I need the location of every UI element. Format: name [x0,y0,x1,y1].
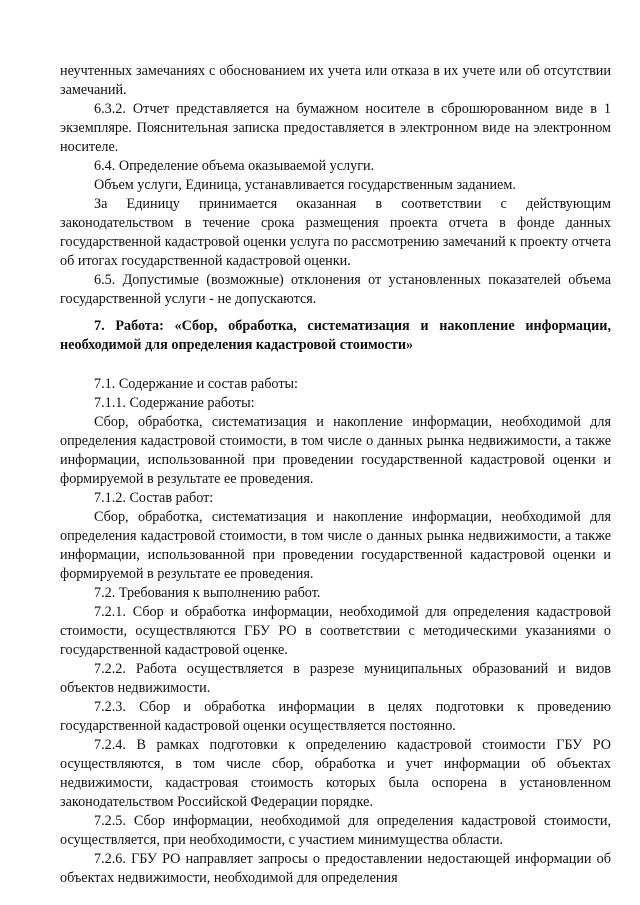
paragraph-7-2-1: 7.2.1. Сбор и обработка информации, необходимой для определения кадастровой стоимости, осуществляются ГБУ РО в соответствии с методическими указаниями о государственной кадастровой оценке. [60,604,611,658]
paragraph-7-2-4: 7.2.4. В рамках подготовки к определению кадастровой стоимости ГБУ РО осуществляются, в том числе сбор, обработка и учет информации об объектах недвижимости, кадастровая стоимость которых была оспорена в установленном законодательством Российской Федерации порядке. [60,737,611,810]
paragraph-7-2: 7.2. Требования к выполнению работ. [94,585,321,601]
section-heading-7: 7. Работа: «Сбор, обработка, систематизация и накопление информации, необходимой для определения кадастровой стоимости» [60,318,611,353]
paragraph-7-1: 7.1. Содержание и состав работы: [94,376,299,392]
paragraph-service-volume: Объем услуги, Единица, устанавливается государственным заданием. [94,177,516,193]
paragraph-unit-definition: За Единицу принимается оказанная в соответствии с действующим законодательством в течение срока размещения проекта отчета в фонде данных государственной кадастровой оценки услуга по рассмотрению замечаний к проекту отчета об итогах государственной кадастровой оценки. [60,196,611,269]
paragraph-7-2-2: 7.2.2. Работа осуществляется в разрезе муниципальных образований и видов объектов недвижимости. [60,661,611,696]
paragraph-7-2-6: 7.2.6. ГБУ РО направляет запросы о предоставлении недостающей информации об объектах недвижимости, необходимой для определения [60,851,611,886]
paragraph-6-3-2: 6.3.2. Отчет представляется на бумажном носителе в сброшюрованном виде в 1 экземпляре. Пояснительная записка предоставляется в электронном виде на электронном носителе. [60,101,611,155]
paragraph-work-composition: Сбор, обработка, систематизация и накопление информации, необходимой для определения кадастровой стоимости, в том числе о данных рынка недвижимости, а также информации, использованной при проведении государственной кадастровой оценки и формируемой в результате ее проведения. [60,509,611,582]
paragraph-7-2-5: 7.2.5. Сбор информации, необходимой для определения кадастровой стоимости, осуществляется, при необходимости, с участием минимущества области. [60,813,611,848]
paragraph-6-5: 6.5. Допустимые (возможные) отклонения от установленных показателей объема государственной услуги - не допускаются. [60,272,611,307]
paragraph-7-1-2: 7.1.2. Состав работ: [94,490,214,506]
paragraph-7-2-3: 7.2.3. Сбор и обработка информации в целях подготовки к проведению государственной кадастровой оценки осуществляется постоянно. [60,699,611,734]
paragraph-7-1-1: 7.1.1. Содержание работы: [94,395,255,411]
paragraph-6-4: 6.4. Определение объема оказываемой услуги. [94,158,375,174]
paragraph-continuation: неучтенных замечаниях с обоснованием их учета или отказа в их учете или об отсутствии замечаний. [60,63,611,98]
paragraph-work-content: Сбор, обработка, систематизация и накопление информации, необходимой для определения кадастровой стоимости, в том числе о данных рынка недвижимости, а также информации, использованной при проведении государственной кадастровой оценки и формируемой в результате ее проведения. [60,414,611,487]
